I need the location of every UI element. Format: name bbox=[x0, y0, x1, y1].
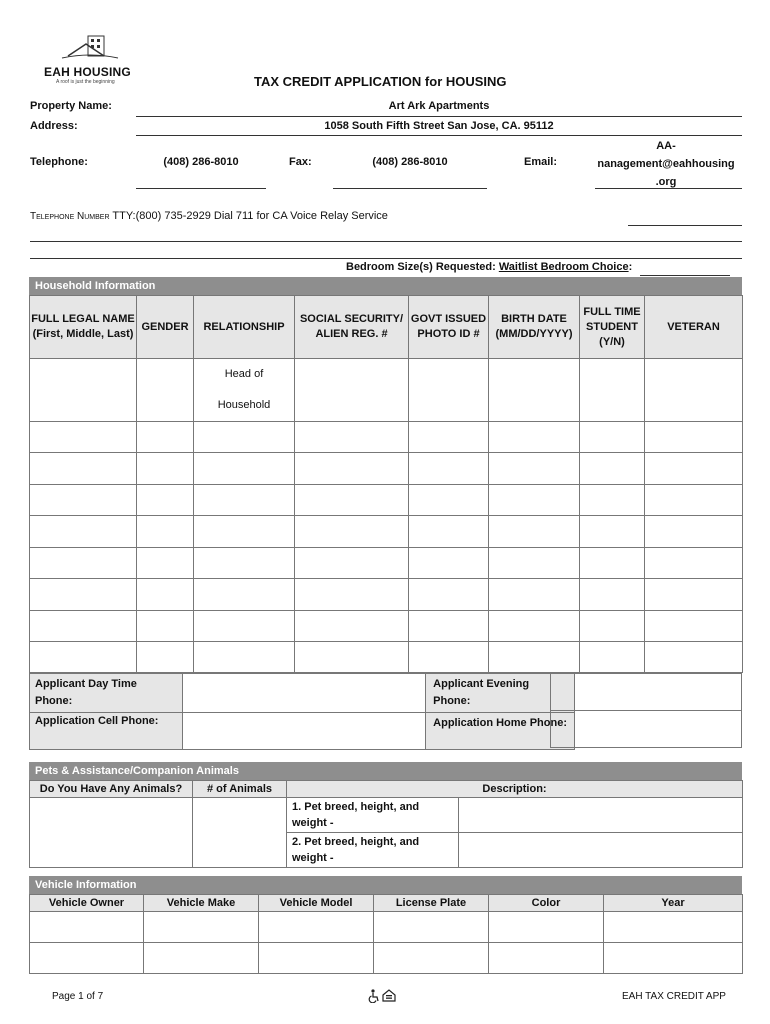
cell-input[interactable] bbox=[30, 579, 137, 611]
cell-input[interactable] bbox=[137, 579, 194, 611]
cell-input[interactable] bbox=[137, 642, 194, 673]
col-have-animals: Do You Have Any Animals? bbox=[30, 781, 193, 798]
email-label: Email: bbox=[524, 156, 558, 168]
cell-input[interactable] bbox=[409, 485, 489, 516]
cell-input[interactable] bbox=[144, 943, 259, 974]
bedroom-choice[interactable]: Waitlist Bedroom Choice bbox=[498, 261, 629, 273]
cell-input[interactable] bbox=[259, 912, 374, 943]
email-line-3: .org bbox=[655, 176, 677, 188]
cell-input[interactable] bbox=[580, 453, 645, 485]
cell-input[interactable] bbox=[409, 453, 489, 485]
head-of-label: Head of bbox=[224, 368, 264, 380]
vehicles-section-title: Vehicle Information bbox=[29, 876, 742, 894]
cell-input[interactable] bbox=[580, 642, 645, 673]
bedroom-colon: : bbox=[628, 261, 633, 273]
email-value[interactable] bbox=[590, 137, 742, 191]
household-section-title: Household Information bbox=[29, 277, 742, 295]
page-title: TAX CREDIT APPLICATION for HOUSING bbox=[254, 74, 507, 89]
page-number: Page 1 of 7 bbox=[52, 991, 104, 1002]
cell-input[interactable] bbox=[295, 453, 409, 485]
doc-name: EAH TAX CREDIT APP bbox=[622, 991, 726, 1002]
phones-table bbox=[29, 673, 575, 750]
cell-input[interactable] bbox=[194, 516, 295, 548]
logo bbox=[40, 34, 140, 86]
col-animal-count: # of Animals bbox=[193, 781, 287, 798]
cell-input[interactable] bbox=[409, 422, 489, 453]
cell-input[interactable] bbox=[137, 611, 194, 642]
pets-section-title: Pets & Assistance/Companion Animals bbox=[29, 762, 742, 780]
cell-input[interactable] bbox=[645, 516, 743, 548]
table-row bbox=[30, 485, 743, 516]
cell-input[interactable] bbox=[645, 611, 743, 642]
cell-input[interactable] bbox=[409, 579, 489, 611]
accessibility-icon bbox=[368, 989, 380, 1003]
cell-input[interactable] bbox=[137, 485, 194, 516]
home-phone-label: Application Home Phone: bbox=[426, 713, 575, 750]
cell-input[interactable] bbox=[30, 485, 137, 516]
cell-input[interactable] bbox=[137, 548, 194, 579]
cell-input[interactable] bbox=[580, 579, 645, 611]
cell-phone-input[interactable] bbox=[183, 713, 426, 750]
cell-input[interactable] bbox=[409, 359, 489, 422]
cell-input[interactable] bbox=[295, 359, 409, 422]
cell-input[interactable] bbox=[580, 485, 645, 516]
household-table bbox=[29, 295, 743, 673]
col-relationship: RELATIONSHIP bbox=[194, 296, 295, 359]
cell-input[interactable] bbox=[645, 453, 743, 485]
cell-input[interactable] bbox=[604, 912, 743, 943]
fax-label: Fax: bbox=[289, 156, 312, 168]
footer-icons bbox=[368, 989, 398, 1005]
cell-input[interactable] bbox=[194, 485, 295, 516]
table-row bbox=[30, 516, 743, 548]
table-row bbox=[30, 579, 743, 611]
household-label: Household bbox=[217, 399, 271, 411]
table-row bbox=[30, 943, 743, 974]
cell-input[interactable] bbox=[194, 453, 295, 485]
cell-input[interactable] bbox=[645, 359, 743, 422]
cell-input[interactable] bbox=[580, 548, 645, 579]
phones-input-table bbox=[550, 673, 742, 748]
cell-input[interactable] bbox=[30, 516, 137, 548]
home-phone-input[interactable] bbox=[551, 711, 742, 748]
cell-input[interactable] bbox=[645, 548, 743, 579]
cell-input[interactable] bbox=[194, 642, 295, 673]
cell-input[interactable] bbox=[489, 611, 580, 642]
day-phone-input[interactable] bbox=[183, 674, 426, 713]
cell-input[interactable] bbox=[489, 912, 604, 943]
bedroom-request bbox=[346, 261, 632, 273]
cell-input[interactable] bbox=[489, 422, 580, 453]
address-label: Address: bbox=[30, 120, 78, 132]
pet-2-label: 2. Pet breed, height, and weight - bbox=[287, 833, 459, 868]
cell-input[interactable] bbox=[489, 548, 580, 579]
cell-input[interactable] bbox=[489, 359, 580, 422]
vehicles-table bbox=[29, 894, 743, 974]
cell-input[interactable] bbox=[489, 579, 580, 611]
col-vehicle-make: Vehicle Make bbox=[144, 895, 259, 912]
table-row bbox=[30, 548, 743, 579]
have-animals-input[interactable] bbox=[30, 798, 193, 868]
cell-input[interactable] bbox=[645, 579, 743, 611]
cell-input[interactable] bbox=[137, 453, 194, 485]
cell-input[interactable] bbox=[30, 422, 137, 453]
cell-input[interactable] bbox=[30, 359, 137, 422]
cell-input[interactable] bbox=[489, 642, 580, 673]
cell-input[interactable] bbox=[645, 422, 743, 453]
pets-table bbox=[29, 780, 743, 868]
col-ssn: SOCIAL SECURITY/ ALIEN REG. # bbox=[295, 296, 409, 359]
logo-tagline: A roof is just the beginning bbox=[56, 79, 115, 85]
email-line-1: AA- bbox=[656, 140, 676, 152]
table-row bbox=[30, 359, 743, 422]
table-row bbox=[30, 912, 743, 943]
cell-input[interactable] bbox=[295, 422, 409, 453]
cell-input[interactable] bbox=[580, 359, 645, 422]
cell-input[interactable] bbox=[580, 611, 645, 642]
cell-input[interactable] bbox=[30, 943, 144, 974]
cell-input[interactable] bbox=[137, 516, 194, 548]
col-vehicle-model: Vehicle Model bbox=[259, 895, 374, 912]
cell-input[interactable] bbox=[30, 912, 144, 943]
tty-line bbox=[30, 210, 388, 222]
telephone-value[interactable]: (408) 286-8010 bbox=[163, 156, 239, 168]
cell-input[interactable] bbox=[645, 642, 743, 673]
day-phone-label: Applicant Day Time Phone: bbox=[30, 674, 183, 713]
cell-input[interactable] bbox=[137, 422, 194, 453]
cell-input[interactable] bbox=[30, 453, 137, 485]
equal-housing-icon bbox=[382, 989, 396, 1003]
cell-input[interactable] bbox=[30, 548, 137, 579]
table-row bbox=[30, 422, 743, 453]
cell-head-of-household bbox=[194, 359, 295, 422]
animal-count-input[interactable] bbox=[193, 798, 287, 868]
cell-input[interactable] bbox=[194, 422, 295, 453]
cell-input[interactable] bbox=[409, 642, 489, 673]
cell-input[interactable] bbox=[144, 912, 259, 943]
cell-input[interactable] bbox=[295, 611, 409, 642]
cell-input[interactable] bbox=[489, 943, 604, 974]
cell-input[interactable] bbox=[489, 516, 580, 548]
col-name: FULL LEGAL NAME (First, Middle, Last) bbox=[30, 296, 137, 359]
evening-phone-label: Applicant Evening Phone: bbox=[426, 674, 575, 713]
address-value[interactable]: 1058 South Fifth Street San Jose, CA. 95112 bbox=[324, 120, 554, 132]
col-gender: GENDER bbox=[137, 296, 194, 359]
col-photo-id: GOVT ISSUED PHOTO ID # bbox=[409, 296, 489, 359]
evening-phone-input[interactable] bbox=[551, 674, 742, 711]
cell-input[interactable] bbox=[295, 548, 409, 579]
cell-input[interactable] bbox=[604, 943, 743, 974]
logo-name: EAH HOUSING bbox=[44, 65, 131, 79]
telephone-label: Telephone: bbox=[30, 156, 88, 168]
property-name-value[interactable]: Art Ark Apartments bbox=[388, 100, 490, 112]
cell-input[interactable] bbox=[409, 516, 489, 548]
cell-input[interactable] bbox=[645, 485, 743, 516]
cell-input[interactable] bbox=[295, 579, 409, 611]
cell-phone-label: Application Cell Phone: bbox=[30, 713, 183, 750]
tty-label: Telephone Number bbox=[30, 211, 110, 222]
bedroom-label: Bedroom Size(s) Requested: bbox=[346, 261, 496, 273]
col-vehicle-owner: Vehicle Owner bbox=[30, 895, 144, 912]
fax-value[interactable]: (408) 286-8010 bbox=[372, 156, 448, 168]
cell-input[interactable] bbox=[30, 611, 137, 642]
cell-input[interactable] bbox=[409, 611, 489, 642]
tty-value: TTY:(800) 735-2929 Dial 711 for CA Voice Relay Service bbox=[112, 210, 388, 222]
col-year: Year bbox=[604, 895, 743, 912]
house-logo-icon bbox=[40, 34, 140, 64]
cell-input[interactable] bbox=[259, 943, 374, 974]
cell-input[interactable] bbox=[374, 943, 489, 974]
cell-input[interactable] bbox=[30, 642, 137, 673]
cell-input[interactable] bbox=[194, 611, 295, 642]
pet-2-input[interactable] bbox=[459, 833, 743, 868]
pet-1-input[interactable] bbox=[459, 798, 743, 833]
cell-input[interactable] bbox=[489, 485, 580, 516]
col-license-plate: License Plate bbox=[374, 895, 489, 912]
col-veteran: VETERAN bbox=[645, 296, 743, 359]
col-birth-date: BIRTH DATE (MM/DD/YYYY) bbox=[489, 296, 580, 359]
col-color: Color bbox=[489, 895, 604, 912]
cell-input[interactable] bbox=[295, 642, 409, 673]
cell-input[interactable] bbox=[194, 579, 295, 611]
table-row bbox=[30, 611, 743, 642]
cell-input[interactable] bbox=[580, 422, 645, 453]
email-line-2: nanagement@eahhousing bbox=[597, 158, 735, 170]
cell-input[interactable] bbox=[489, 453, 580, 485]
cell-input[interactable] bbox=[580, 516, 645, 548]
table-row bbox=[30, 642, 743, 673]
cell-input[interactable] bbox=[409, 548, 489, 579]
cell-input[interactable] bbox=[295, 516, 409, 548]
cell-input[interactable] bbox=[374, 912, 489, 943]
table-row bbox=[30, 453, 743, 485]
property-name-label: Property Name: bbox=[30, 100, 112, 112]
pet-1-label: 1. Pet breed, height, and weight - bbox=[287, 798, 459, 833]
cell-input[interactable] bbox=[295, 485, 409, 516]
cell-input[interactable] bbox=[137, 359, 194, 422]
col-student: FULL TIME STUDENT (Y/N) bbox=[580, 296, 645, 359]
col-description: Description: bbox=[287, 781, 743, 798]
cell-input[interactable] bbox=[194, 548, 295, 579]
